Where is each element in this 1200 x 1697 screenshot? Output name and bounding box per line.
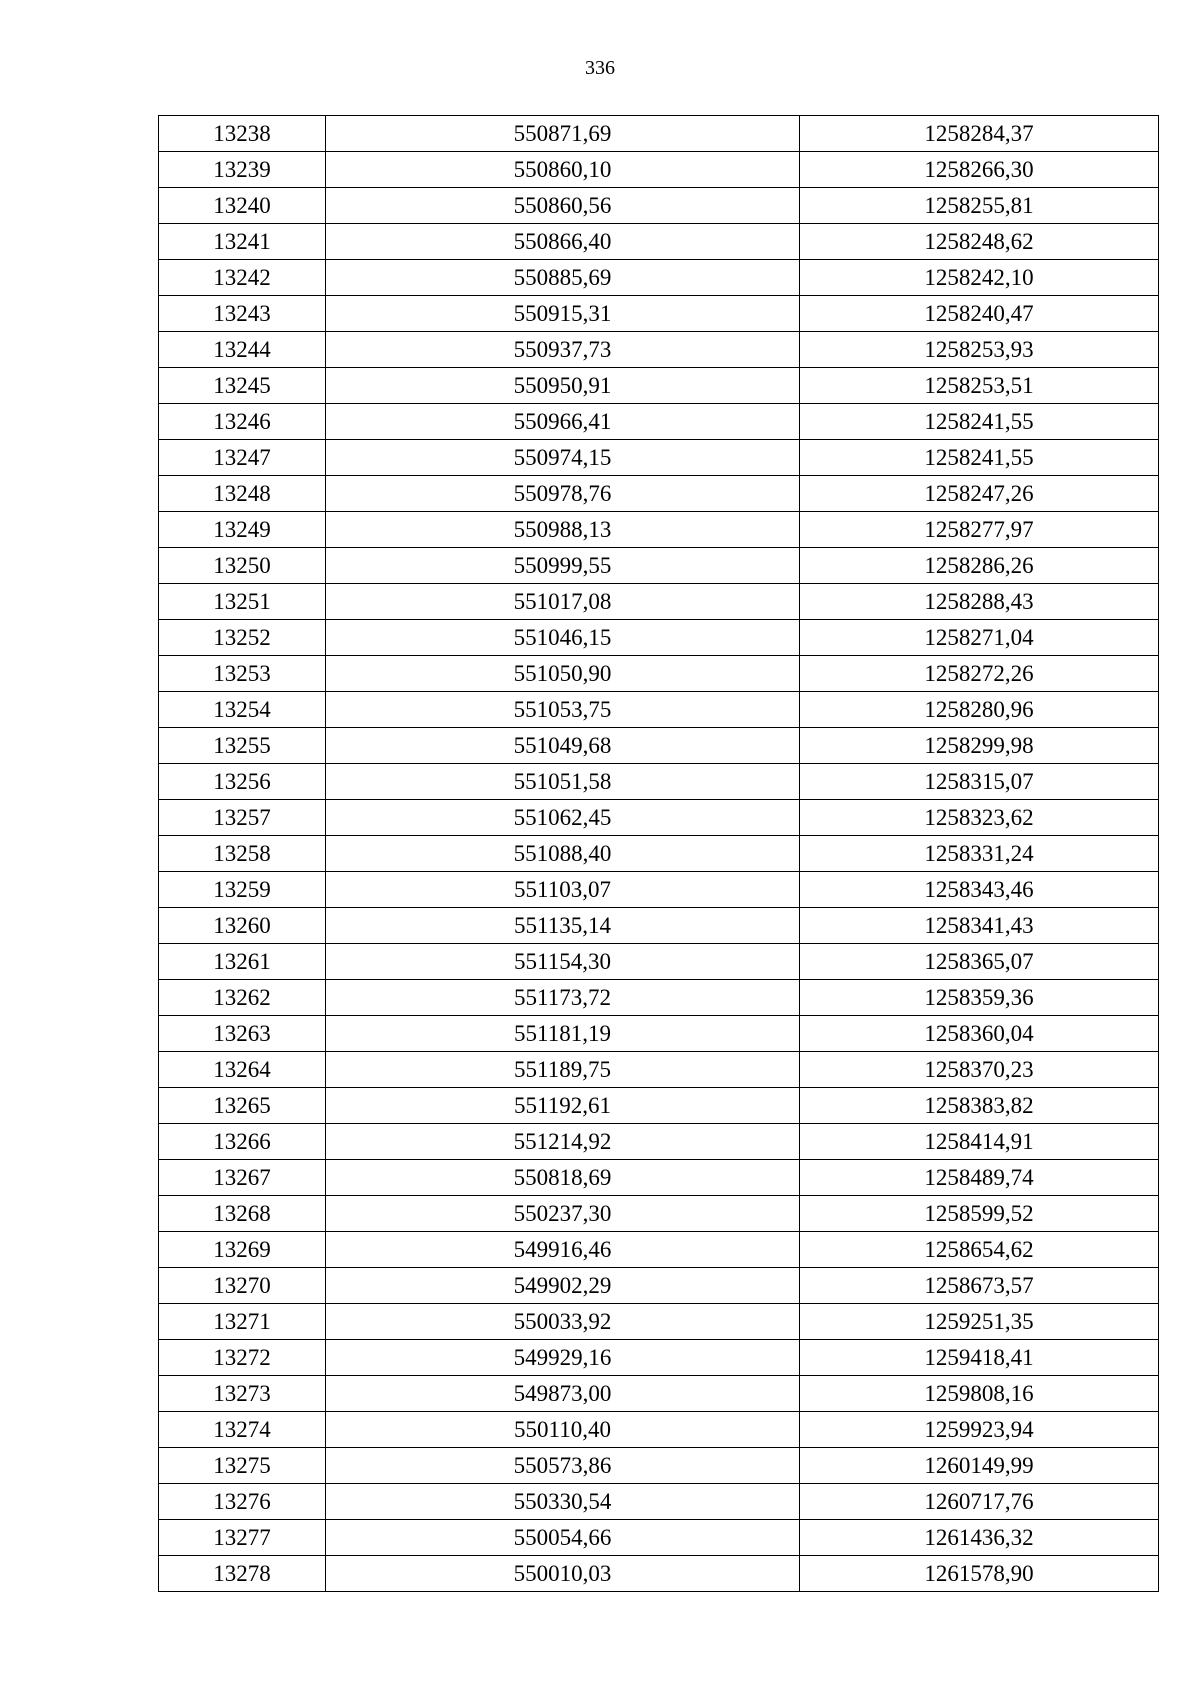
table-row <box>159 656 1159 692</box>
x-coordinate-cell: 550237,30 <box>326 1196 800 1232</box>
y-coordinate-cell: 1259808,16 <box>800 1376 1159 1412</box>
table-row <box>159 1412 1159 1448</box>
x-coordinate-cell: 551154,30 <box>326 944 800 980</box>
point-number-cell: 13273 <box>159 1376 326 1412</box>
x-coordinate-cell: 550573,86 <box>326 1448 800 1484</box>
point-number-cell: 13265 <box>159 1088 326 1124</box>
x-coordinate-cell: 551214,92 <box>326 1124 800 1160</box>
x-coordinate-cell: 550978,76 <box>326 476 800 512</box>
y-coordinate-cell: 1258489,74 <box>800 1160 1159 1196</box>
x-coordinate-cell: 550871,69 <box>326 116 800 152</box>
y-coordinate-cell: 1258599,52 <box>800 1196 1159 1232</box>
x-coordinate-cell: 551050,90 <box>326 656 800 692</box>
table-row <box>159 1376 1159 1412</box>
table-row <box>159 260 1159 296</box>
point-number-cell: 13247 <box>159 440 326 476</box>
point-number-cell: 13250 <box>159 548 326 584</box>
point-number-cell: 13277 <box>159 1520 326 1556</box>
y-coordinate-cell: 1258241,55 <box>800 404 1159 440</box>
y-coordinate-cell: 1258284,37 <box>800 116 1159 152</box>
table-row <box>159 1016 1159 1052</box>
y-coordinate-cell: 1258280,96 <box>800 692 1159 728</box>
y-coordinate-cell: 1258673,57 <box>800 1268 1159 1304</box>
x-coordinate-cell: 551049,68 <box>326 728 800 764</box>
table-row <box>159 692 1159 728</box>
y-coordinate-cell: 1258359,36 <box>800 980 1159 1016</box>
x-coordinate-cell: 551017,08 <box>326 584 800 620</box>
x-coordinate-cell: 550966,41 <box>326 404 800 440</box>
x-coordinate-cell: 550999,55 <box>326 548 800 584</box>
x-coordinate-cell: 549873,00 <box>326 1376 800 1412</box>
point-number-cell: 13278 <box>159 1556 326 1592</box>
point-number-cell: 13252 <box>159 620 326 656</box>
x-coordinate-cell: 550866,40 <box>326 224 800 260</box>
y-coordinate-cell: 1258271,04 <box>800 620 1159 656</box>
x-coordinate-cell: 550054,66 <box>326 1520 800 1556</box>
table-row <box>159 1484 1159 1520</box>
x-coordinate-cell: 550818,69 <box>326 1160 800 1196</box>
table-row <box>159 548 1159 584</box>
x-coordinate-cell: 550110,40 <box>326 1412 800 1448</box>
point-number-cell: 13253 <box>159 656 326 692</box>
table-row <box>159 944 1159 980</box>
x-coordinate-cell: 551103,07 <box>326 872 800 908</box>
point-number-cell: 13268 <box>159 1196 326 1232</box>
y-coordinate-cell: 1258266,30 <box>800 152 1159 188</box>
point-number-cell: 13264 <box>159 1052 326 1088</box>
table-row <box>159 152 1159 188</box>
table-row <box>159 1052 1159 1088</box>
point-number-cell: 13263 <box>159 1016 326 1052</box>
table-row <box>159 728 1159 764</box>
point-number-cell: 13257 <box>159 800 326 836</box>
table-row <box>159 1268 1159 1304</box>
point-number-cell: 13275 <box>159 1448 326 1484</box>
x-coordinate-cell: 549902,29 <box>326 1268 800 1304</box>
table-row <box>159 1196 1159 1232</box>
table-row <box>159 440 1159 476</box>
table-row <box>159 1556 1159 1592</box>
table-row <box>159 908 1159 944</box>
y-coordinate-cell: 1258277,97 <box>800 512 1159 548</box>
y-coordinate-cell: 1259251,35 <box>800 1304 1159 1340</box>
x-coordinate-cell: 551173,72 <box>326 980 800 1016</box>
table-row <box>159 872 1159 908</box>
table-row <box>159 332 1159 368</box>
y-coordinate-cell: 1258248,62 <box>800 224 1159 260</box>
point-number-cell: 13274 <box>159 1412 326 1448</box>
x-coordinate-cell: 551062,45 <box>326 800 800 836</box>
point-number-cell: 13238 <box>159 116 326 152</box>
table-row <box>159 1232 1159 1268</box>
x-coordinate-cell: 550010,03 <box>326 1556 800 1592</box>
table-row <box>159 1448 1159 1484</box>
x-coordinate-cell: 550330,54 <box>326 1484 800 1520</box>
point-number-cell: 13260 <box>159 908 326 944</box>
x-coordinate-cell: 550033,92 <box>326 1304 800 1340</box>
table-row <box>159 800 1159 836</box>
y-coordinate-cell: 1258253,93 <box>800 332 1159 368</box>
table-row <box>159 368 1159 404</box>
table-row <box>159 836 1159 872</box>
table-row <box>159 1520 1159 1556</box>
table-row <box>159 116 1159 152</box>
point-number-cell: 13269 <box>159 1232 326 1268</box>
point-number-cell: 13245 <box>159 368 326 404</box>
coordinates-table-body <box>159 116 1159 1592</box>
x-coordinate-cell: 551189,75 <box>326 1052 800 1088</box>
table-row <box>159 584 1159 620</box>
point-number-cell: 13270 <box>159 1268 326 1304</box>
point-number-cell: 13262 <box>159 980 326 1016</box>
y-coordinate-cell: 1258286,26 <box>800 548 1159 584</box>
table-row <box>159 512 1159 548</box>
y-coordinate-cell: 1259923,94 <box>800 1412 1159 1448</box>
y-coordinate-cell: 1259418,41 <box>800 1340 1159 1376</box>
point-number-cell: 13249 <box>159 512 326 548</box>
point-number-cell: 13255 <box>159 728 326 764</box>
table-row <box>159 296 1159 332</box>
point-number-cell: 13261 <box>159 944 326 980</box>
y-coordinate-cell: 1258299,98 <box>800 728 1159 764</box>
y-coordinate-cell: 1258383,82 <box>800 1088 1159 1124</box>
y-coordinate-cell: 1258255,81 <box>800 188 1159 224</box>
point-number-cell: 13254 <box>159 692 326 728</box>
y-coordinate-cell: 1258654,62 <box>800 1232 1159 1268</box>
table-row <box>159 980 1159 1016</box>
table-row <box>159 1340 1159 1376</box>
x-coordinate-cell: 551053,75 <box>326 692 800 728</box>
y-coordinate-cell: 1258240,47 <box>800 296 1159 332</box>
point-number-cell: 13242 <box>159 260 326 296</box>
point-number-cell: 13258 <box>159 836 326 872</box>
x-coordinate-cell: 549916,46 <box>326 1232 800 1268</box>
x-coordinate-cell: 551046,15 <box>326 620 800 656</box>
table-row <box>159 476 1159 512</box>
table-row <box>159 404 1159 440</box>
x-coordinate-cell: 550860,56 <box>326 188 800 224</box>
x-coordinate-cell: 550950,91 <box>326 368 800 404</box>
table-row <box>159 224 1159 260</box>
table-row <box>159 764 1159 800</box>
x-coordinate-cell: 551088,40 <box>326 836 800 872</box>
x-coordinate-cell: 549929,16 <box>326 1340 800 1376</box>
y-coordinate-cell: 1258414,91 <box>800 1124 1159 1160</box>
y-coordinate-cell: 1258272,26 <box>800 656 1159 692</box>
point-number-cell: 13244 <box>159 332 326 368</box>
x-coordinate-cell: 550937,73 <box>326 332 800 368</box>
y-coordinate-cell: 1258341,43 <box>800 908 1159 944</box>
table-row <box>159 1124 1159 1160</box>
y-coordinate-cell: 1258253,51 <box>800 368 1159 404</box>
y-coordinate-cell: 1258343,46 <box>800 872 1159 908</box>
table-row <box>159 1088 1159 1124</box>
point-number-cell: 13266 <box>159 1124 326 1160</box>
point-number-cell: 13259 <box>159 872 326 908</box>
point-number-cell: 13272 <box>159 1340 326 1376</box>
x-coordinate-cell: 550860,10 <box>326 152 800 188</box>
point-number-cell: 13276 <box>159 1484 326 1520</box>
point-number-cell: 13239 <box>159 152 326 188</box>
y-coordinate-cell: 1261436,32 <box>800 1520 1159 1556</box>
point-number-cell: 13271 <box>159 1304 326 1340</box>
point-number-cell: 13251 <box>159 584 326 620</box>
point-number-cell: 13243 <box>159 296 326 332</box>
table-row <box>159 188 1159 224</box>
point-number-cell: 13246 <box>159 404 326 440</box>
y-coordinate-cell: 1258323,62 <box>800 800 1159 836</box>
coordinates-table <box>158 115 1159 1592</box>
y-coordinate-cell: 1261578,90 <box>800 1556 1159 1592</box>
x-coordinate-cell: 550974,15 <box>326 440 800 476</box>
y-coordinate-cell: 1258288,43 <box>800 584 1159 620</box>
y-coordinate-cell: 1260717,76 <box>800 1484 1159 1520</box>
page-number: 336 <box>585 57 615 79</box>
x-coordinate-cell: 550988,13 <box>326 512 800 548</box>
point-number-cell: 13248 <box>159 476 326 512</box>
y-coordinate-cell: 1258370,23 <box>800 1052 1159 1088</box>
y-coordinate-cell: 1258242,10 <box>800 260 1159 296</box>
point-number-cell: 13256 <box>159 764 326 800</box>
y-coordinate-cell: 1260149,99 <box>800 1448 1159 1484</box>
table-row <box>159 1304 1159 1340</box>
table-row <box>159 620 1159 656</box>
y-coordinate-cell: 1258331,24 <box>800 836 1159 872</box>
point-number-cell: 13241 <box>159 224 326 260</box>
x-coordinate-cell: 551051,58 <box>326 764 800 800</box>
y-coordinate-cell: 1258365,07 <box>800 944 1159 980</box>
y-coordinate-cell: 1258241,55 <box>800 440 1159 476</box>
x-coordinate-cell: 550885,69 <box>326 260 800 296</box>
table-row <box>159 1160 1159 1196</box>
x-coordinate-cell: 551135,14 <box>326 908 800 944</box>
point-number-cell: 13240 <box>159 188 326 224</box>
x-coordinate-cell: 551192,61 <box>326 1088 800 1124</box>
y-coordinate-cell: 1258360,04 <box>800 1016 1159 1052</box>
y-coordinate-cell: 1258247,26 <box>800 476 1159 512</box>
y-coordinate-cell: 1258315,07 <box>800 764 1159 800</box>
x-coordinate-cell: 550915,31 <box>326 296 800 332</box>
x-coordinate-cell: 551181,19 <box>326 1016 800 1052</box>
point-number-cell: 13267 <box>159 1160 326 1196</box>
